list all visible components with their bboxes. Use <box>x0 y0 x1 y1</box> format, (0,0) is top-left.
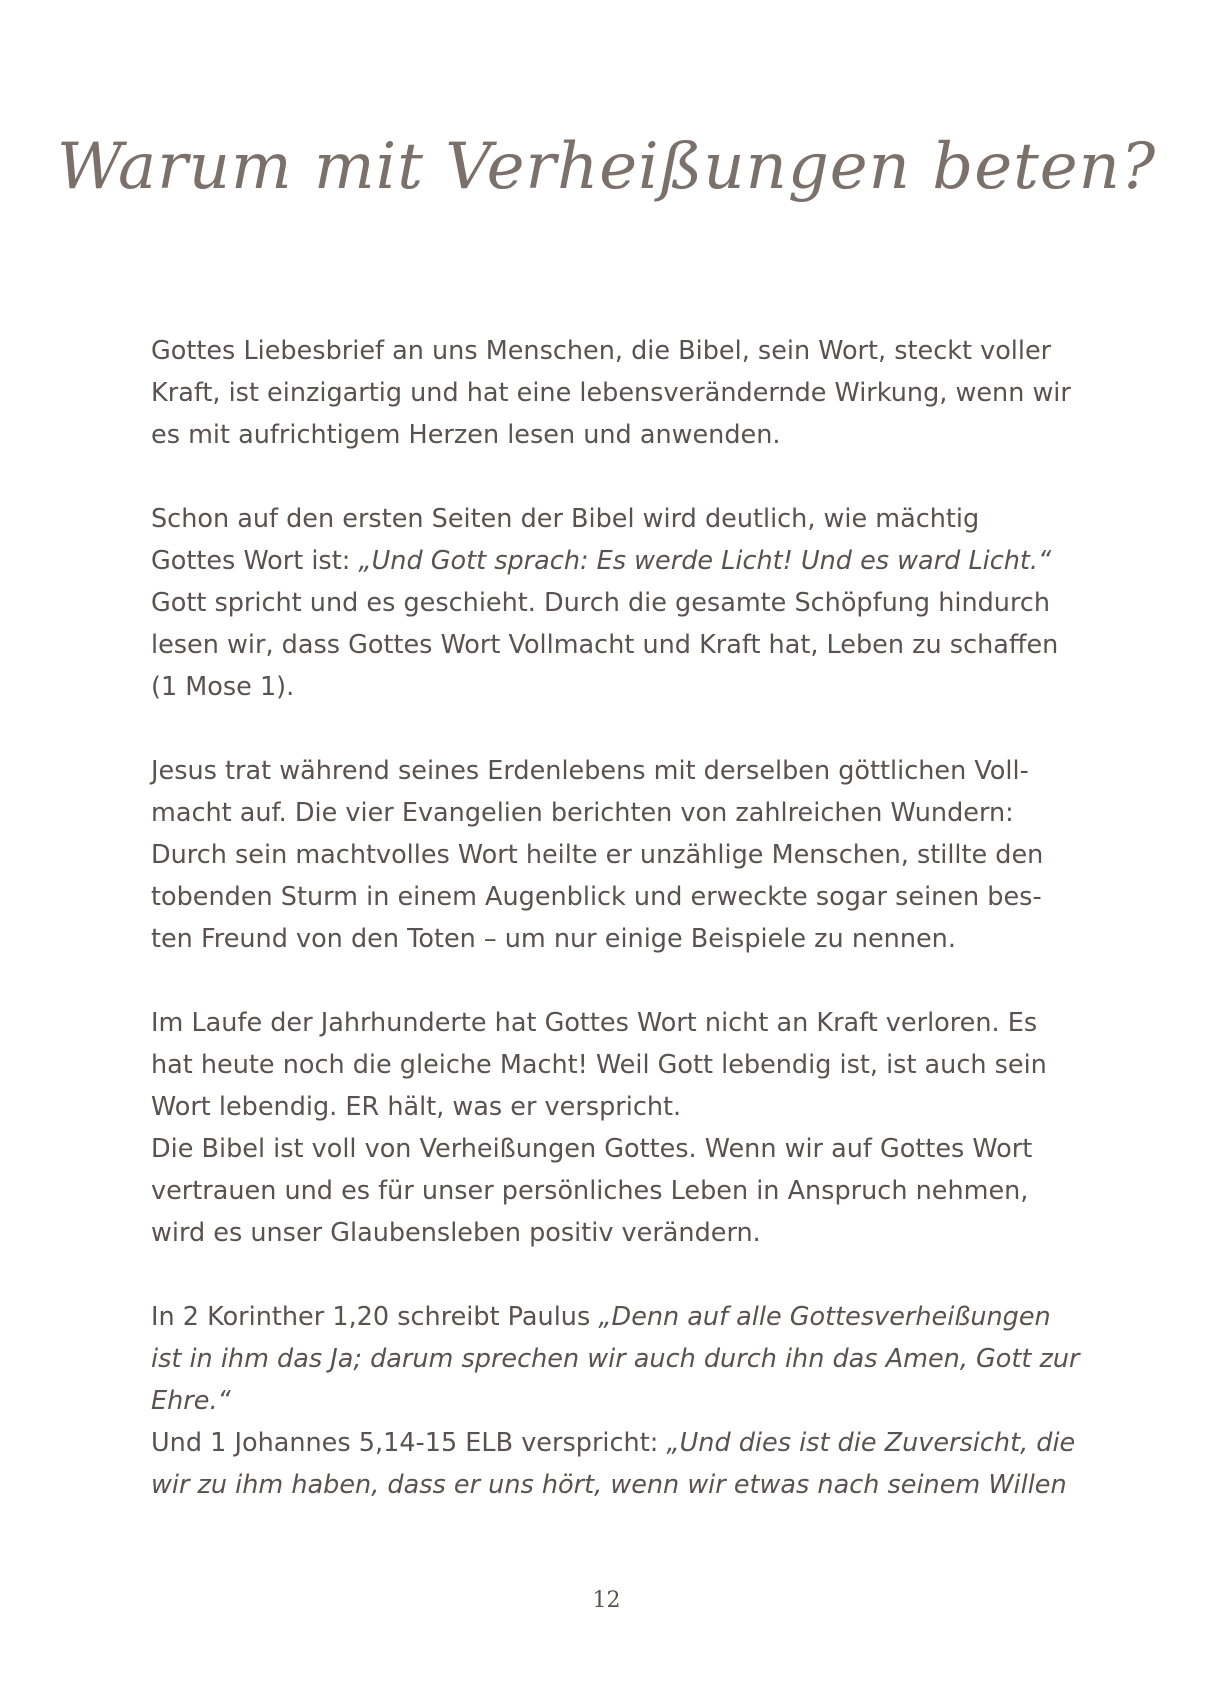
paragraph <box>151 498 1091 708</box>
text-line: wir zu ihm haben, dass er uns hört, wenn wir etwas nach seinem Willen <box>151 1470 1067 1500</box>
text-line: Die Bibel ist voll von Verheißungen Gottes. Wenn wir auf Gottes Wort <box>151 1134 1033 1164</box>
text-line: tobenden Sturm in einem Augenblick und erweckte sogar seinen bes- <box>151 882 1042 912</box>
text-line: hat heute noch die gleiche Macht! Weil Gott lebendig ist, ist auch sein <box>151 1050 1047 1080</box>
text-line: In 2 Korinther 1,20 schreibt Paulus „Denn auf alle Gottesverheißungen <box>151 1302 1051 1332</box>
bible-quote: „Und Gott sprach: Es werde Licht! Und es ward Licht.“ <box>358 546 1052 576</box>
text-line: ist in ihm das Ja; darum sprechen wir auch durch ihn das Amen, Gott zur <box>151 1344 1080 1374</box>
text-line: Gott spricht und es geschieht. Durch die gesamte Schöpfung hindurch <box>151 588 1051 618</box>
text-line: es mit aufrichtigem Herzen lesen und anwenden. <box>151 420 781 450</box>
text-line: Wort lebendig. ER hält, was er verspricht. <box>151 1092 682 1122</box>
text-line: Kraft, ist einzigartig und hat eine lebensverändernde Wirkung, wenn wir <box>151 378 1071 408</box>
text-line: Ehre.“ <box>151 1386 231 1416</box>
paragraph <box>151 750 1091 960</box>
text-line: vertrauen und es für unser persönliches Leben in Anspruch nehmen, <box>151 1176 1029 1206</box>
text-line: Durch sein machtvolles Wort heilte er unzählige Menschen, stillte den <box>151 840 1044 870</box>
paragraph <box>151 1296 1091 1506</box>
text-line: (1 Mose 1). <box>151 672 295 702</box>
text-line: Jesus trat während seines Erdenlebens mit derselben göttlichen Voll- <box>151 756 1029 786</box>
body-text <box>151 330 1091 1506</box>
page-title: Warum mit Verheißungen beten? <box>56 130 1157 204</box>
bible-quote: „Denn auf alle Gottesverheißungen <box>598 1302 1051 1332</box>
paragraph <box>151 1002 1091 1254</box>
text-line: Gottes Wort ist: „Und Gott sprach: Es werde Licht! Und es ward Licht.“ <box>151 546 1052 576</box>
text-line: Und 1 Johannes 5,14-15 ELB verspricht: „Und dies ist die Zuversicht, die <box>151 1428 1076 1458</box>
text-line: wird es unser Glaubensleben positiv verändern. <box>151 1218 761 1248</box>
text-line: Im Laufe der Jahrhunderte hat Gottes Wort nicht an Kraft verloren. Es <box>151 1008 1038 1038</box>
text-line: lesen wir, dass Gottes Wort Vollmacht und Kraft hat, Leben zu schaffen <box>151 630 1059 660</box>
paragraph <box>151 330 1091 456</box>
text-line: Gottes Liebesbrief an uns Menschen, die Bibel, sein Wort, steckt voller <box>151 336 1052 366</box>
text-line: Schon auf den ersten Seiten der Bibel wird deutlich, wie mächtig <box>151 504 980 534</box>
text-line: macht auf. Die vier Evangelien berichten von zahlreichen Wundern: <box>151 798 1014 828</box>
page-number: 12 <box>592 1588 621 1613</box>
text-line: ten Freund von den Toten – um nur einige Beispiele zu nennen. <box>151 924 956 954</box>
bible-quote: „Und dies ist die Zuversicht, die <box>666 1428 1076 1458</box>
